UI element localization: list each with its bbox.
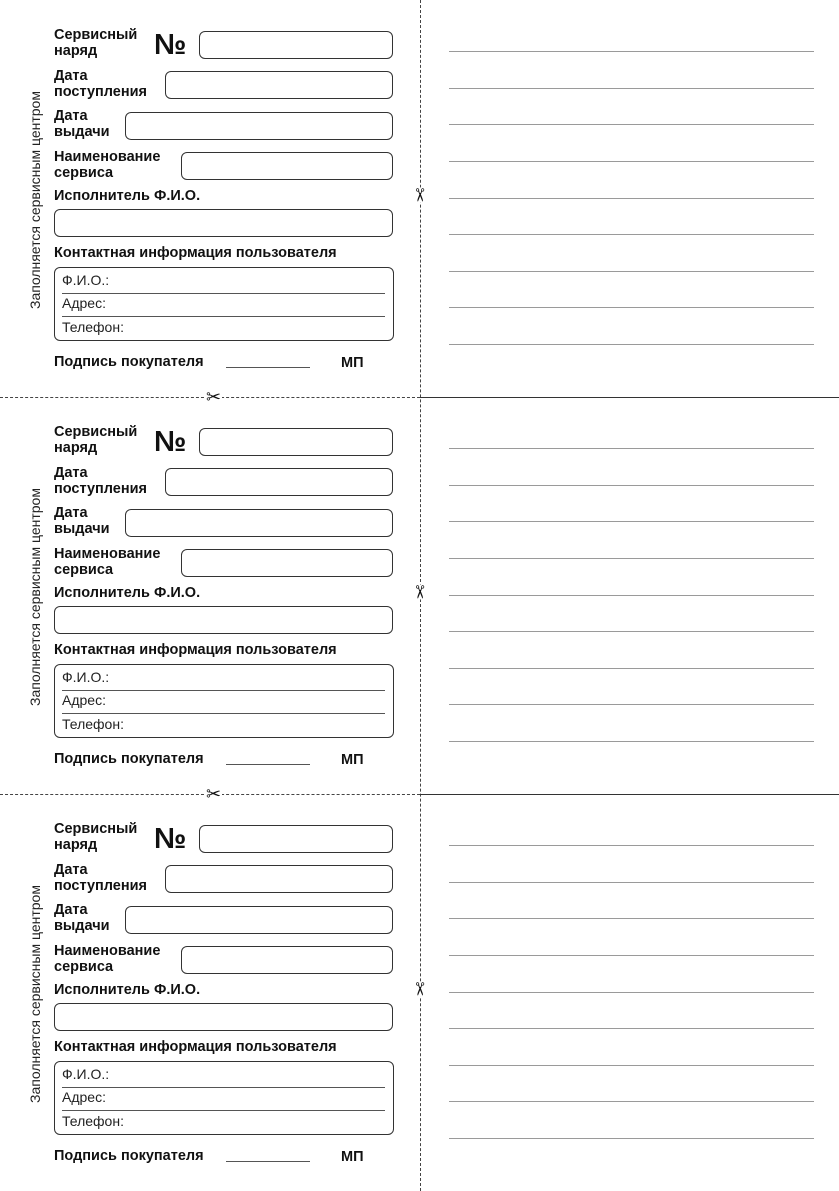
ruled-line [449, 741, 814, 742]
service-coupon [0, 794, 839, 1191]
received-date-label: Дата поступления [54, 862, 147, 894]
signature-line[interactable] [226, 367, 310, 368]
contact-address-line[interactable]: Адрес: [62, 293, 385, 317]
issued-date-field[interactable] [125, 509, 393, 537]
issued-date-label: Дата выдачи [54, 902, 110, 934]
ruled-line [449, 271, 814, 272]
ruled-line [449, 234, 814, 235]
contact-title: Контактная информация пользователя [54, 642, 337, 658]
ruled-line [449, 845, 814, 846]
ruled-line [449, 992, 814, 993]
number-sign: № [154, 426, 187, 458]
ruled-line [449, 344, 814, 345]
issued-date-field[interactable] [125, 112, 393, 140]
contact-title: Контактная информация пользователя [54, 245, 337, 261]
side-label: Заполняется сервисным центром [27, 488, 43, 706]
signature-label: Подпись покупателя [54, 751, 204, 767]
order-number-field[interactable] [199, 428, 393, 456]
ruled-line [449, 1101, 814, 1102]
ruled-line [449, 124, 814, 125]
order-label: Сервисный наряд [54, 424, 138, 456]
received-date-label: Дата поступления [54, 465, 147, 497]
order-label: Сервисный наряд [54, 27, 138, 59]
executor-label: Исполнитель Ф.И.О. [54, 585, 201, 601]
ruled-line [449, 1138, 814, 1139]
number-sign: № [154, 823, 187, 855]
service-name-field[interactable] [181, 549, 393, 577]
ruled-line [449, 51, 814, 52]
received-date-field[interactable] [165, 71, 393, 99]
contact-name-line[interactable]: Ф.И.О.: [62, 667, 385, 691]
signature-line[interactable] [226, 764, 310, 765]
ruled-line [449, 88, 814, 89]
executor-field[interactable] [54, 209, 393, 237]
stamp-label: МП [341, 1149, 364, 1165]
number-sign: № [154, 29, 187, 61]
scissors-icon: ✂ [206, 387, 222, 407]
side-label: Заполняется сервисным центром [27, 91, 43, 309]
ruled-line [449, 918, 814, 919]
scissors-icon: ✂ [409, 981, 430, 997]
order-label: Сервисный наряд [54, 821, 138, 853]
contact-name-line[interactable]: Ф.И.О.: [62, 270, 385, 294]
service-name-label: Наименование сервиса [54, 943, 161, 975]
contact-name-line[interactable]: Ф.И.О.: [62, 1064, 385, 1088]
scissors-icon: ✂ [409, 187, 430, 203]
issued-date-field[interactable] [125, 906, 393, 934]
service-coupon [0, 0, 839, 397]
contact-address-line[interactable]: Адрес: [62, 1087, 385, 1111]
service-name-field[interactable] [181, 152, 393, 180]
ruled-line [449, 631, 814, 632]
issued-date-label: Дата выдачи [54, 108, 110, 140]
order-number-field[interactable] [199, 825, 393, 853]
ruled-line [449, 1065, 814, 1066]
ruled-line [449, 1028, 814, 1029]
scissors-icon: ✂ [409, 584, 430, 600]
contact-phone-line[interactable]: Телефон: [62, 716, 124, 732]
received-date-field[interactable] [165, 468, 393, 496]
issued-date-label: Дата выдачи [54, 505, 110, 537]
executor-label: Исполнитель Ф.И.О. [54, 982, 201, 998]
received-date-field[interactable] [165, 865, 393, 893]
ruled-line [449, 595, 814, 596]
ruled-line [449, 558, 814, 559]
service-name-label: Наименование сервиса [54, 546, 161, 578]
ruled-line [449, 307, 814, 308]
received-date-label: Дата поступления [54, 68, 147, 100]
executor-field[interactable] [54, 1003, 393, 1031]
ruled-line [449, 668, 814, 669]
ruled-line [449, 521, 814, 522]
ruled-line [449, 485, 814, 486]
contact-box [54, 1061, 394, 1135]
service-name-field[interactable] [181, 946, 393, 974]
executor-label: Исполнитель Ф.И.О. [54, 188, 201, 204]
contact-phone-line[interactable]: Телефон: [62, 1113, 124, 1129]
signature-label: Подпись покупателя [54, 354, 204, 370]
service-coupon [0, 397, 839, 794]
ruled-line [449, 955, 814, 956]
ruled-line [449, 198, 814, 199]
stamp-label: МП [341, 355, 364, 371]
executor-field[interactable] [54, 606, 393, 634]
contact-box [54, 664, 394, 738]
scissors-icon: ✂ [206, 784, 222, 804]
signature-line[interactable] [226, 1161, 310, 1162]
contact-box [54, 267, 394, 341]
contact-title: Контактная информация пользователя [54, 1039, 337, 1055]
service-name-label: Наименование сервиса [54, 149, 161, 181]
ruled-line [449, 704, 814, 705]
order-number-field[interactable] [199, 31, 393, 59]
stamp-label: МП [341, 752, 364, 768]
signature-label: Подпись покупателя [54, 1148, 204, 1164]
side-label: Заполняется сервисным центром [27, 885, 43, 1103]
contact-phone-line[interactable]: Телефон: [62, 319, 124, 335]
ruled-line [449, 448, 814, 449]
contact-address-line[interactable]: Адрес: [62, 690, 385, 714]
ruled-line [449, 161, 814, 162]
ruled-line [449, 882, 814, 883]
